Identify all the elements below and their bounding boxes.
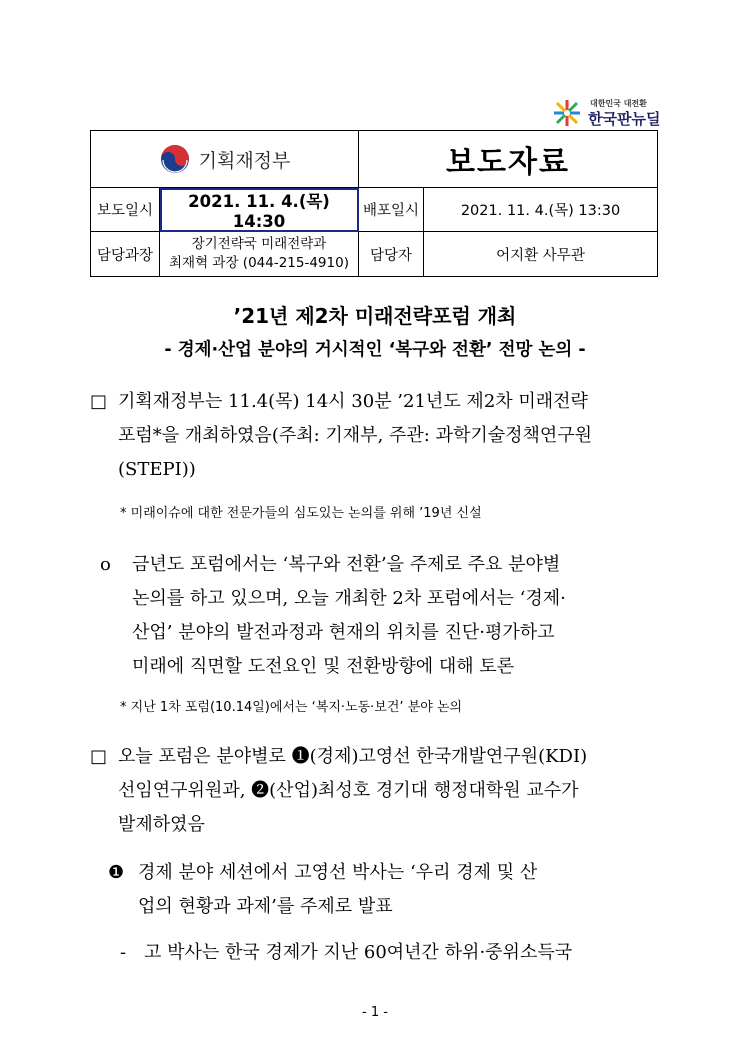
dash-bullet: - [120,942,127,963]
paragraph-1-text-1: 기획재정부는 11.4(목) 14시 30분 ’21년도 제2차 미래전략 [118,391,588,412]
main-title: ’21년 제2차 미래전략포럼 개최 [233,304,517,328]
release-time-value: 2021. 11. 4.(목) 14:30 [160,188,359,232]
logo-big-text: 한국판뉴딜 [588,110,661,128]
circle-bullet: o [100,554,111,575]
paragraph-2-line-3: 산업’ 분야의 발전과정과 현재의 위치를 진단·평가하고 [132,622,555,643]
korean-new-deal-logo [552,98,692,132]
square-bullet-2: □ [90,746,108,767]
sub-title: - 경제·산업 분야의 거시적인 ‘복구와 전환’ 전망 논의 - [164,340,586,360]
press-release-header-table [90,130,658,277]
paragraph-2-text-1: 금년도 포럼에서는 ‘복구와 전환’을 주제로 주요 분야별 [132,554,561,575]
paragraph-1 [90,385,670,487]
release-time-label: 보도일시 [91,188,160,232]
paragraph-1-line-3: (STEPI)) [118,459,196,480]
distribute-time-label: 배포일시 [359,188,424,232]
paragraph-3-line-3: 발제하였음 [118,814,205,835]
staff-value: 어지환 사무관 [424,232,658,277]
paragraph-4-line-2: 업의 현황과 과제’를 주제로 발표 [138,896,393,917]
paragraph-1-line-2: 포럼*을 개최하였음(주최: 기재부, 주관: 과학기술정책연구원 [118,425,593,446]
department-head-label: 담당과장 [91,232,160,277]
square-bullet: □ [90,391,108,412]
press-release-title: 보도자료 [359,131,658,188]
numbered-bullet-1: ❶ [108,862,125,883]
paragraph-3-line-1 [90,740,670,774]
paragraph-2 [100,548,670,684]
ministry-name: 기획재정부 [198,149,291,172]
footnote-1: * 미래이슈에 대한 전문가들의 심도있는 논의를 위해 ’19년 신설 [120,506,482,521]
paragraph-2-line-1 [100,548,670,582]
paragraph-5 [120,936,670,970]
department-name: 장기전략국 미래전략과 [191,236,327,252]
logo-small-text: 대한민국 대전환 [590,99,647,108]
paragraph-2-line-2: 논의를 하고 있으며, 오늘 개최한 2차 포럼에서는 ‘경제· [132,588,566,609]
paragraph-4-line-1 [108,856,670,890]
paragraph-3-text-1: 오늘 포럼은 분야별로 ❶(경제)고영선 한국개발연구원(KDI) [118,746,588,767]
department-head-contact: 최재혁 과장 (044-215-4910) [169,255,349,271]
paragraph-1-line-1 [90,385,670,419]
ministry-emblem-icon [159,143,191,175]
paragraph-3-line-2: 선임연구위원과, ❷(산업)최성호 경기대 행정대학원 교수가 [118,780,579,801]
paragraph-5-text-1: 고 박사는 한국 경제가 지난 60여년간 하위·중위소득국 [144,942,573,963]
staff-label: 담당자 [359,232,424,277]
paragraph-3 [90,740,670,842]
distribute-time-value: 2021. 11. 4.(목) 13:30 [424,188,658,232]
paragraph-2-line-4: 미래에 직면할 도전요인 및 전환방향에 대해 토론 [132,656,515,677]
ministry-cell [91,131,359,188]
footnote-2: * 지난 1차 포럼(10.14일)에서는 ‘복지·노동·보건’ 분야 논의 [120,700,463,715]
department-head-value [160,232,359,277]
paragraph-4-text-1: 경제 분야 세션에서 고영선 박사는 ‘우리 경제 및 산 [138,862,538,883]
page-number: - 1 - [362,1005,388,1020]
new-deal-mark-icon [552,98,582,128]
paragraph-4 [108,856,670,924]
